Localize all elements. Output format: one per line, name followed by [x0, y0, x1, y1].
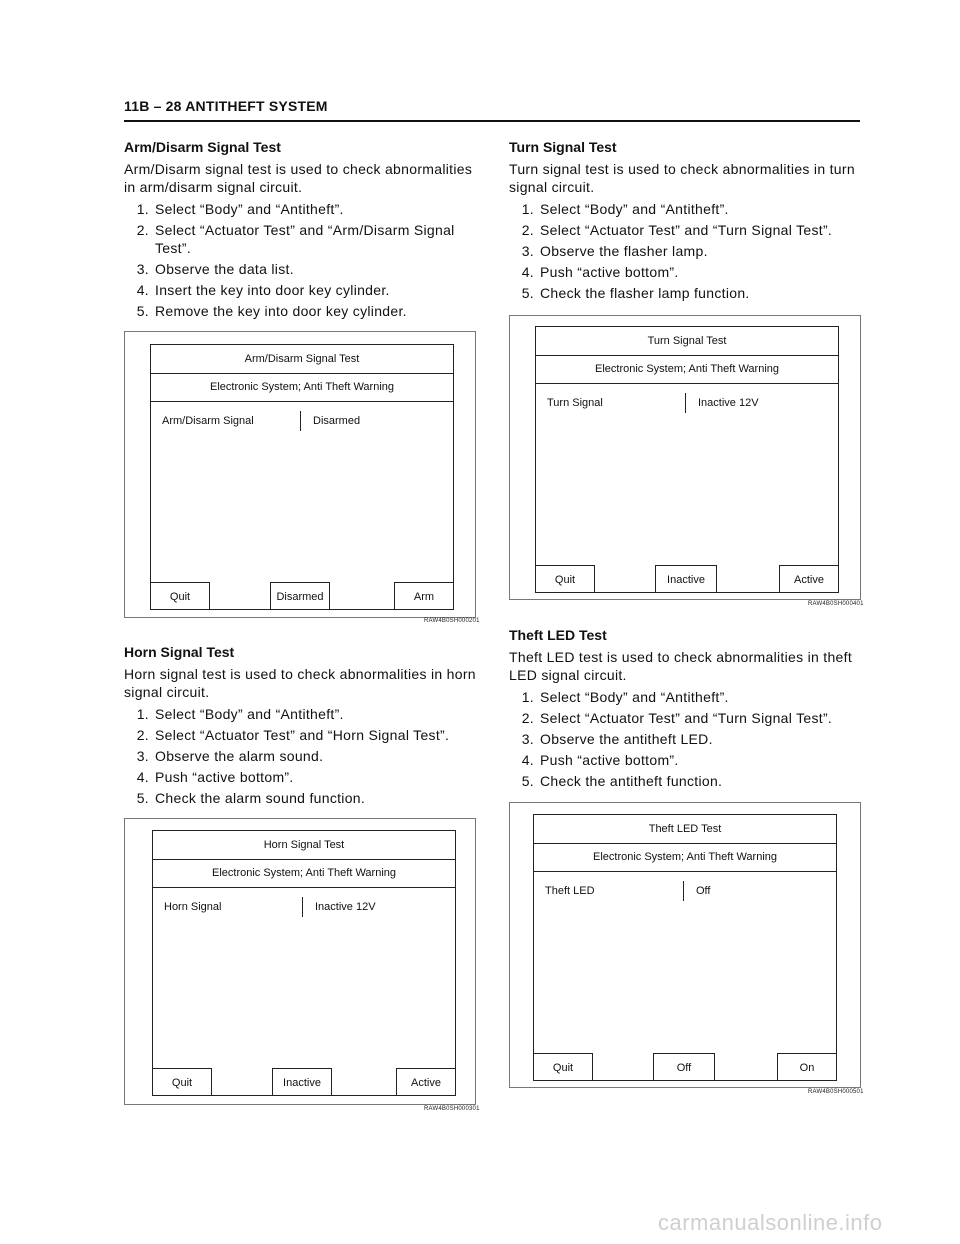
- step-item: [124, 747, 484, 765]
- step-list: [124, 705, 484, 807]
- step-item: [124, 768, 484, 786]
- step-text: Push “active bottom”.: [540, 752, 679, 768]
- step-item: [509, 688, 869, 706]
- quit-button[interactable]: Quit: [535, 565, 595, 593]
- step-number: 2.: [521, 710, 534, 726]
- step-list: [124, 200, 484, 320]
- step-number: 1.: [136, 201, 149, 217]
- turn-signal-figure: [509, 315, 861, 600]
- step-number: 4.: [136, 282, 149, 298]
- step-text: Push “active bottom”.: [540, 264, 679, 280]
- scan-tool-screen: [152, 830, 456, 1096]
- step-text: Observe the antitheft LED.: [540, 731, 713, 747]
- step-text: Select “Actuator Test” and “Turn Signal Test”.: [540, 222, 833, 238]
- signal-name: Horn Signal: [164, 901, 222, 913]
- step-number: 1.: [136, 706, 149, 722]
- step-number: 5.: [521, 285, 534, 301]
- section-title: Horn Signal Test: [124, 644, 235, 660]
- step-number: 3.: [136, 261, 149, 277]
- step-item: [509, 709, 869, 727]
- step-item: [509, 284, 869, 302]
- signal-value: Disarmed: [313, 415, 361, 427]
- horn-signal-section: [124, 643, 484, 810]
- step-text: Check the alarm sound function.: [155, 790, 366, 806]
- step-item: [509, 751, 869, 769]
- step-text: Select “Body” and “Antitheft”.: [540, 689, 729, 705]
- figure-code: RAW4B0SH000201: [424, 618, 480, 624]
- step-number: 3.: [136, 748, 149, 764]
- step-item: [124, 726, 484, 744]
- step-text: Select “Actuator Test” and “Arm/Disarm Signal Test”.: [155, 222, 455, 256]
- step-number: 3.: [521, 243, 534, 259]
- figure-code: RAW4B0SH000501: [808, 1089, 864, 1095]
- section-title: Theft LED Test: [509, 627, 607, 643]
- step-item: [509, 242, 869, 260]
- value-divider: [300, 411, 301, 431]
- step-text: Insert the key into door key cylinder.: [155, 282, 390, 298]
- signal-name: Turn Signal: [547, 397, 603, 409]
- quit-button[interactable]: Quit: [150, 582, 210, 610]
- figure-code: RAW4B0SH000401: [808, 601, 864, 607]
- step-text: Select “Actuator Test” and “Turn Signal Test”.: [540, 710, 833, 726]
- step-text: Remove the key into door key cylinder.: [155, 303, 407, 319]
- screen-subtitle: Electronic System; Anti Theft Warning: [151, 373, 453, 402]
- step-text: Select “Actuator Test” and “Horn Signal Test”.: [155, 727, 450, 743]
- step-item: [124, 200, 484, 218]
- step-item: [509, 730, 869, 748]
- step-item: [124, 260, 484, 278]
- section-description: Horn signal test is used to check abnormalities in horn signal circuit.: [124, 666, 476, 700]
- screen-title: Horn Signal Test: [153, 831, 455, 860]
- step-number: 4.: [521, 264, 534, 280]
- step-item: [124, 281, 484, 299]
- step-item: [124, 789, 484, 807]
- quit-button[interactable]: Quit: [152, 1068, 212, 1096]
- value-divider: [683, 881, 684, 901]
- step-item: [124, 221, 484, 257]
- signal-name: Arm/Disarm Signal: [162, 415, 254, 427]
- watermark: carmanualsonline.info: [658, 1210, 883, 1235]
- value-divider: [685, 393, 686, 413]
- value-divider: [302, 897, 303, 917]
- step-number: 2.: [136, 727, 149, 743]
- inactive-button[interactable]: Inactive: [272, 1068, 332, 1096]
- arm-disarm-figure: [124, 331, 476, 618]
- screen-title: Theft LED Test: [534, 815, 836, 844]
- screen-subtitle: Electronic System; Anti Theft Warning: [534, 843, 836, 872]
- step-text: Observe the flasher lamp.: [540, 243, 708, 259]
- scan-tool-screen: [535, 326, 839, 593]
- section-description: Theft LED test is used to check abnormalities in theft LED signal circuit.: [509, 649, 853, 683]
- step-text: Check the antitheft function.: [540, 773, 723, 789]
- active-button[interactable]: Active: [396, 1068, 456, 1096]
- page-header: [124, 98, 860, 122]
- signal-value: Off: [696, 885, 711, 897]
- signal-value: Inactive 12V: [315, 901, 376, 913]
- step-number: 2.: [136, 222, 149, 238]
- section-description: Turn signal test is used to check abnormalities in turn signal circuit.: [509, 161, 855, 195]
- theft-led-section: [509, 626, 869, 793]
- page-header-title: 11B – 28 ANTITHEFT SYSTEM: [124, 98, 328, 114]
- active-button[interactable]: Active: [779, 565, 839, 593]
- horn-signal-figure: [124, 818, 476, 1105]
- disarmed-button[interactable]: Disarmed: [270, 582, 330, 610]
- step-text: Select “Body” and “Antitheft”.: [540, 201, 729, 217]
- step-text: Select “Body” and “Antitheft”.: [155, 706, 344, 722]
- screen-subtitle: Electronic System; Anti Theft Warning: [536, 355, 838, 384]
- quit-button[interactable]: Quit: [533, 1053, 593, 1081]
- step-number: 5.: [521, 773, 534, 789]
- arm-disarm-section: [124, 138, 484, 323]
- scan-tool-screen: [533, 814, 837, 1081]
- step-text: Observe the data list.: [155, 261, 294, 277]
- signal-value: Inactive 12V: [698, 397, 759, 409]
- screen-title: Arm/Disarm Signal Test: [151, 345, 453, 374]
- step-text: Observe the alarm sound.: [155, 748, 324, 764]
- screen-subtitle: Electronic System; Anti Theft Warning: [153, 859, 455, 888]
- section-title: Arm/Disarm Signal Test: [124, 139, 281, 155]
- off-button[interactable]: Off: [653, 1053, 715, 1081]
- arm-button[interactable]: Arm: [394, 582, 454, 610]
- step-text: Check the flasher lamp function.: [540, 285, 750, 301]
- on-button[interactable]: On: [777, 1053, 837, 1081]
- turn-signal-section: [509, 138, 869, 305]
- step-number: 3.: [521, 731, 534, 747]
- step-item: [509, 263, 869, 281]
- step-text: Push “active bottom”.: [155, 769, 294, 785]
- step-list: [509, 688, 869, 790]
- section-title: Turn Signal Test: [509, 139, 617, 155]
- step-list: [509, 200, 869, 302]
- step-item: [124, 705, 484, 723]
- step-text: Select “Body” and “Antitheft”.: [155, 201, 344, 217]
- inactive-button[interactable]: Inactive: [655, 565, 717, 593]
- step-item: [509, 200, 869, 218]
- step-number: 5.: [136, 303, 149, 319]
- theft-led-figure: [509, 802, 861, 1088]
- signal-name: Theft LED: [545, 885, 595, 897]
- scan-tool-screen: [150, 344, 454, 610]
- step-number: 4.: [521, 752, 534, 768]
- screen-title: Turn Signal Test: [536, 327, 838, 356]
- step-number: 1.: [521, 201, 534, 217]
- step-number: 5.: [136, 790, 149, 806]
- step-number: 1.: [521, 689, 534, 705]
- step-item: [509, 221, 869, 239]
- step-number: 2.: [521, 222, 534, 238]
- section-description: Arm/Disarm signal test is used to check abnormalities in arm/disarm signal circuit.: [124, 161, 473, 195]
- step-item: [124, 302, 484, 320]
- step-item: [509, 772, 869, 790]
- step-number: 4.: [136, 769, 149, 785]
- figure-code: RAW4B0SH000301: [424, 1106, 480, 1112]
